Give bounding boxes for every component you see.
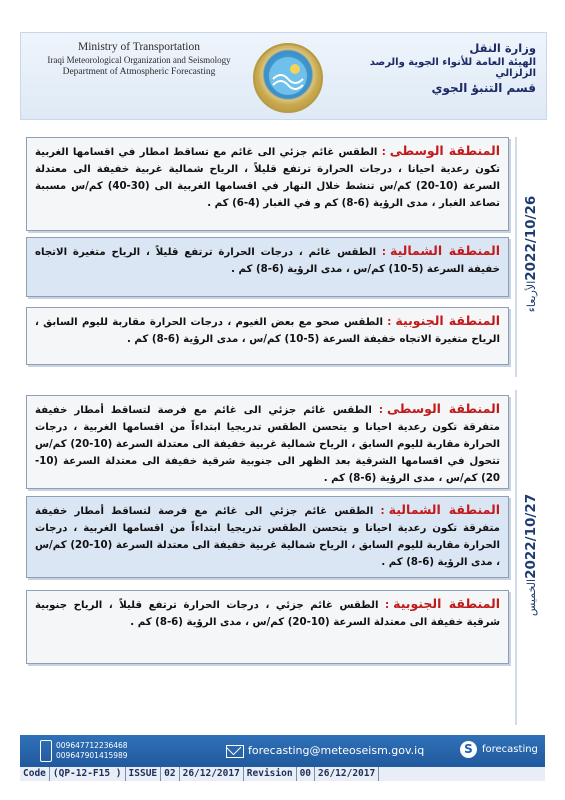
issue-date: 26/12/2017 <box>180 767 244 781</box>
date-strip <box>515 390 545 725</box>
region-south: المنطقة الجنوبية: الطقس غائم جزئي ، درجات الحرارة ترتفع قليلاً ، الرياح جنوبية شرقية خفيفة الى معتدلة السرعة (10-20) كم/س ، مدى الرؤية (6-8) كم . <box>26 590 509 664</box>
letterhead <box>20 32 547 120</box>
organization-name-ar: الهيئة العامة للأنواء الجوية والرصد الزلزالي <box>369 57 536 79</box>
contact-footer <box>20 735 545 781</box>
forecast-day-name: الخميس <box>525 578 538 616</box>
arabic-heading <box>366 41 536 95</box>
phone-numbers <box>56 741 128 761</box>
region-name: المنطقة الجنوبية <box>395 313 501 328</box>
region-forecast-text: الطقس غائم جزئي الى غائم مع فرصة لتساقط أمطار خفيفة متفرقة تكون رعدية احيانا و يتحسن الطقس تدريجيا ابتداءاً من اقسامها الغربية ، درجات الحرارة مقاربة لليوم السابق ، الرياح شمالية غربية خفيفة الى معتدلة السرعة (10-20) كم/س تتحول في اقسامها الشرقية بعد الظهر الى جنوبية شرقية خفيفة الى معتدلة السرعة (10-20) كم/س ، مدى الرؤية (6-8) كم . <box>35 405 500 484</box>
region-south: المنطقة الجنوبية: الطقس صحو مع بعض الغيوم ، درجات الحرارة مقاربة لليوم السابق ، الرياح متغيرة الاتجاه خفيفة السرعة (5-10) كم/س ، مدى الرؤية (6-8) كم . <box>26 307 509 365</box>
skype-handle[interactable]: forecasting <box>482 744 538 755</box>
region-name: المنطقة الوسطى <box>387 401 500 416</box>
forecast-day-2 <box>20 390 545 725</box>
department-name-en: Department of Atmospheric Forecasting <box>62 67 216 77</box>
issue-value: 02 <box>161 767 179 781</box>
issue-label: ISSUE <box>126 767 162 781</box>
region-name: المنطقة الجنوبية <box>393 596 501 611</box>
forecast-date-value: 2022/10/26 <box>523 195 539 281</box>
region-forecast-text: الطقس غائم ، درجات الحرارة ترتفع قليلاً ، الرياح متغيرة الاتجاه خفيفة السرعة (5-10) كم/س ، مدى الرؤية (6-8) كم . <box>35 247 500 275</box>
code-label: Code <box>20 767 50 781</box>
region-central: المنطقة الوسطى: الطقس غائم جزئي الى غائم مع تساقط امطار في اقسامها الغربية تكون رعدية احيانا ، درجات الحرارة ترتفع قليلاً ، الرياح شمالية غربية خفيفة الى معتدلة السرعة (10-20) كم/س تنشط خلال النهار في اقسامها الغربية الى (30-40) كم/س مسببة تصاعد الغبار ، مدى الرؤية (6-8) كم و في الغبار (4-6) كم . <box>26 137 509 231</box>
region-central: المنطقة الوسطى: الطقس غائم جزئي الى غائم مع فرصة لتساقط أمطار خفيفة متفرقة تكون رعدية احيانا و يتحسن الطقس تدريجيا ابتداءاً من اقسامها الغربية ، درجات الحرارة مقاربة لليوم السابق ، الرياح شمالية غربية خفيفة الى معتدلة السرعة (10-20) كم/س تتحول في اقسامها الشرقية بعد الظهر الى جنوبية شرقية خفيفة الى معتدلة السرعة (10-20) كم/س ، مدى الرؤية (6-8) كم . <box>26 395 509 489</box>
document-control-row <box>20 767 545 781</box>
organization-logo-icon <box>253 43 323 113</box>
phone-icon <box>40 740 52 762</box>
mail-icon <box>226 745 244 758</box>
phone-number-2: 009647901415989 <box>56 751 128 760</box>
english-heading <box>39 41 239 77</box>
region-north: المنطقة الشمالية: الطقس غائم جزئي الى غائم مع فرصة لتساقط أمطار خفيفة متفرقة تكون رعدية احيانا و يتحسن الطقس تدريجيا ابتداءاً من اقسامها الغربية ، درجات الحرارة مقاربة لليوم السابق ، الرياح شمالية غربية خفيفة الى معتدلة السرعة (10-20) كم/س ، مدى الرؤية (6-8) كم . <box>26 496 509 578</box>
code-value: (QP-12-F15 ) <box>50 767 126 781</box>
region-name: المنطقة الشمالية <box>389 243 500 258</box>
organization-name-en: Iraqi Meteorological Organization and Seismology <box>47 55 231 65</box>
region-forecast-text: الطقس غائم جزئي الى غائم مع فرصة لتساقط أمطار خفيفة متفرقة تكون رعدية احيانا و يتحسن الطقس تدريجيا ابتداءاً من اقسامها الغربية ، درجات الحرارة مقاربة لليوم السابق ، الرياح شمالية غربية خفيفة الى معتدلة السرعة (10-20) كم/س ، مدى الرؤية (6-8) كم . <box>35 506 500 568</box>
forecast-date-value: 2022/10/27 <box>523 493 539 579</box>
forecast-day-name: الأربعاء <box>525 280 538 313</box>
forecast-date <box>523 196 539 319</box>
region-forecast-text: الطقس صحو مع بعض الغيوم ، درجات الحرارة مقاربة لليوم السابق ، الرياح متغيرة الاتجاه خفيفة السرعة (5-10) كم/س ، مدى الرؤية (6-8) كم . <box>35 317 500 345</box>
region-forecast-text: الطقس غائم جزئي الى غائم مع تساقط امطار في اقسامها الغربية تكون رعدية احيانا ، درجات الحرارة ترتفع قليلاً ، الرياح شمالية غربية خفيفة الى معتدلة السرعة (10-20) كم/س تنشط خلال النهار في اقسامها الغربية الى (30-40) كم/س مسببة تصاعد الغبار ، مدى الرؤية (6-8) كم و في الغبار (4-6) كم . <box>35 147 500 209</box>
region-forecast-text: الطقس غائم جزئي ، درجات الحرارة ترتفع قليلاً ، الرياح جنوبية شرقية خفيفة الى معتدلة السرعة (10-20) كم/س ، مدى الرؤية (6-8) كم . <box>35 600 500 628</box>
revision-date: 26/12/2017 <box>315 767 379 781</box>
region-name: المنطقة الشمالية <box>388 502 501 517</box>
skype-icon: S <box>460 741 477 758</box>
revision-label: Revision <box>244 767 297 781</box>
forecast-day-1 <box>20 137 545 377</box>
email-link[interactable]: forecasting@meteoseism.gov.iq <box>248 744 425 757</box>
date-strip <box>515 137 545 377</box>
department-name-ar: قسم التنبؤ الجوي <box>431 81 536 95</box>
contact-row <box>20 735 545 767</box>
ministry-name-ar: وزارة النقل <box>469 41 536 55</box>
forecast-date <box>523 493 539 621</box>
ministry-name-en: Ministry of Transportation <box>77 41 201 53</box>
phone-number-1: 009647712236468 <box>56 741 128 750</box>
region-name: المنطقة الوسطى <box>389 143 501 158</box>
region-north: المنطقة الشمالية: الطقس غائم ، درجات الحرارة ترتفع قليلاً ، الرياح متغيرة الاتجاه خفيفة السرعة (5-10) كم/س ، مدى الرؤية (6-8) كم . <box>26 237 509 297</box>
revision-value: 00 <box>297 767 315 781</box>
